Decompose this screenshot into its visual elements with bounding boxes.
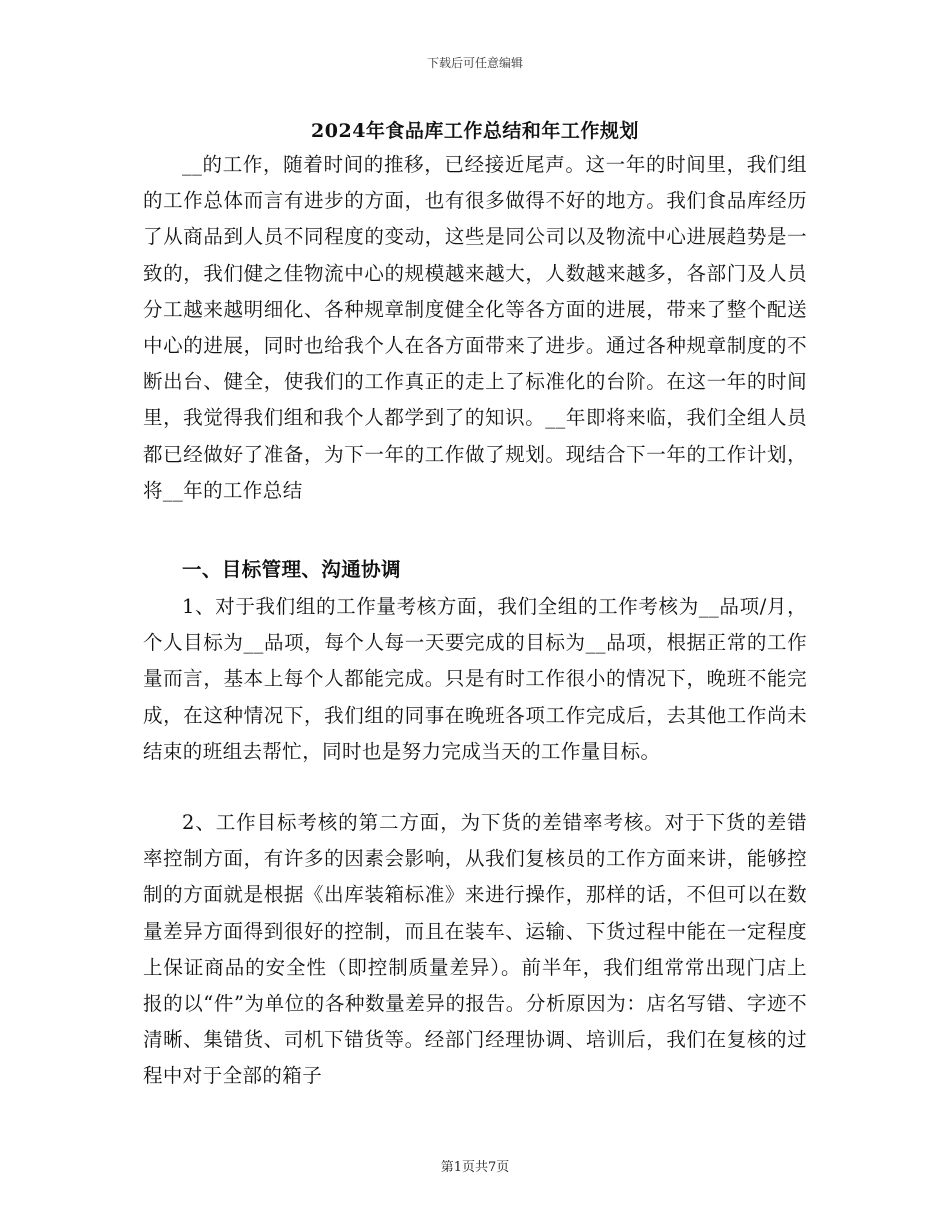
section-heading: 一、目标管理、沟通协调 [182,558,401,581]
document-title: 2024年食品库工作总结和年工作规划 [311,120,639,142]
section-paragraph-2: 2、工作目标考核的第二方面，为下货的差错率考核。对于下货的差错率控制方面，有许多的因素会影响，从我们复核员的工作方面来讲，能够控制的方面就是根据《出库装箱标准》来进行操作，那样的话，不但可以在数量差异方面得到很好的控制，而且在装车、运输、下货过程中能在一定程度上保证商品的安全性（即控制质量差异）。前半年，我们组常常出现门店上报的以“件”为单位的各种数量差异的报告。分析原因为：店名写错、字迹不清晰、集错货、司机下错货等。经部门经理协调、培训后，我们在复核的过程中对于全部的箱子 [143,811,807,1088]
page-header-note: 下载后可任意编辑 [426,56,523,70]
page-footer: 第1页共7页 [440,1160,510,1175]
intro-paragraph: __的工作，随着时间的推移，已经接近尾声。这一年的时间里，我们组的工作总体而言有进步的方面，也有很多做得不好的地方。我们食品库经历了从商品到人员不同程度的变动，这些是同公司以及物流中心进展趋势是一致的，我们健之佳物流中心的规模越来越大，人数越来越多，各部门及人员分工越来越明细化、各种规章制度健全化等各方面的进展，带来了整个配送中心的进展，同时也给我个人在各方面带来了进步。通过各种规章制度的不断出台、健全，使我们的工作真正的走上了标准化的台阶。在这一年的时间里，我觉得我们组和我个人都学到了的知识。__年即将来临，我们全组人员都已经做好了准备，为下一年的工作做了规划。现结合下一年的工作计划，将__年的工作总结 [143,153,807,502]
section-paragraph-1: 1、对于我们组的工作量考核方面，我们全组的工作考核为__品项/月，个人目标为__品项，每个人每一天要完成的目标为__品项，根据正常的工作量而言，基本上每个人都能完成。只是有时工作很小的情况下，晚班不能完成，在这种情况下，我们组的同事在晚班各项工作完成后，去其他工作尚未结束的班组去帮忙，同时也是努力完成当天的工作量目标。 [143,595,807,763]
